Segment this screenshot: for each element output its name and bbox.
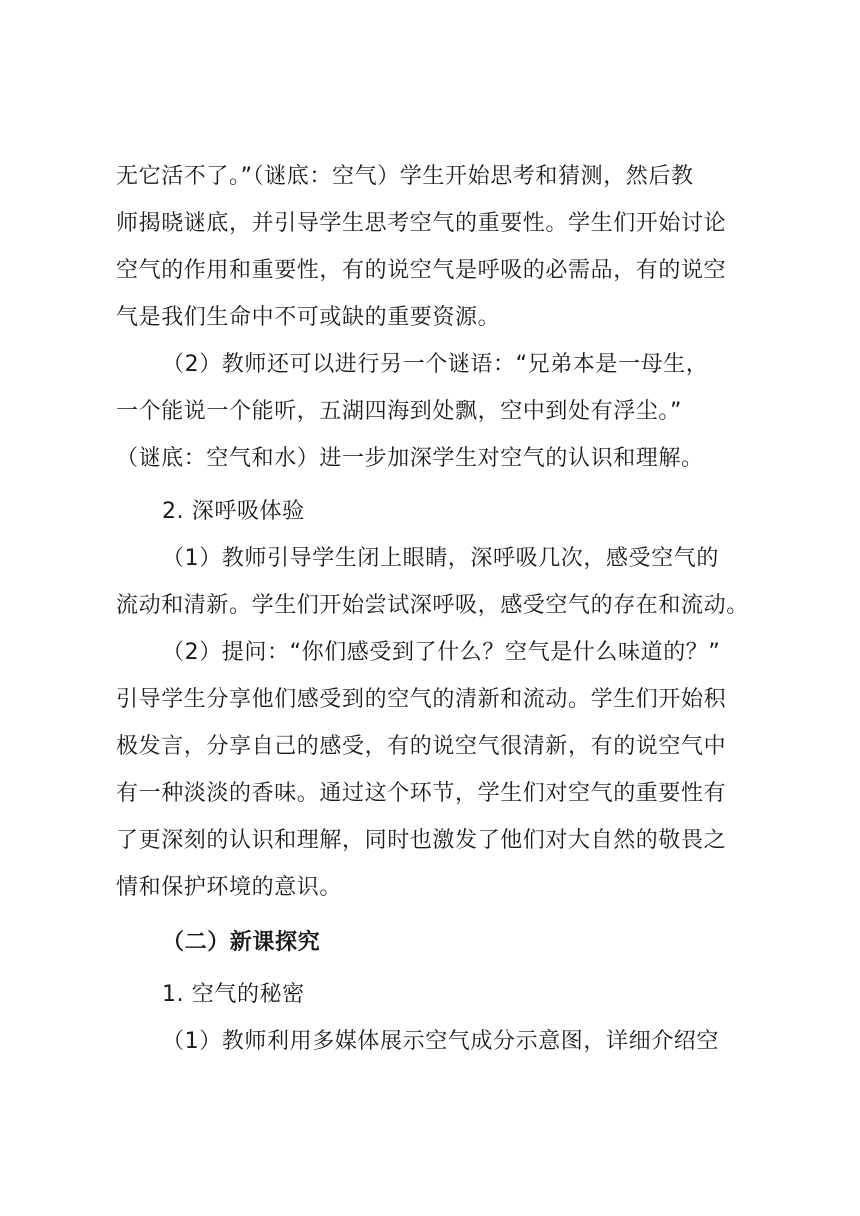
section-heading: 1. 空气的秘密 (162, 982, 305, 1007)
paragraph-line: 师揭晓谜底，并引导学生思考空气的重要性。学生们开始讨论 (116, 211, 727, 236)
paragraph-line: （2）教师还可以进行另一个谜语：“兄弟本是一母生， (162, 352, 709, 377)
paragraph-line: 了更深刻的认识和理解，同时也激发了他们对大自然的敬畏之 (116, 828, 727, 853)
paragraph-line: （1）教师利用多媒体展示空气成分示意图，详细介绍空 (162, 1029, 719, 1054)
paragraph-line: 极发言，分享自己的感受，有的说空气很清新，有的说空气中 (116, 734, 727, 759)
paragraph-line: 空气的作用和重要性，有的说空气是呼吸的必需品，有的说空 (116, 258, 727, 283)
paragraph-line: 引导学生分享他们感受到的空气的清新和流动。学生们开始积 (116, 687, 727, 712)
paragraph-line: 有一种淡淡的香味。通过这个环节，学生们对空气的重要性有 (116, 781, 727, 806)
paragraph-line: 一个能说一个能听，五湖四海到处飘，空中到处有浮尘。” (116, 399, 682, 424)
paragraph-line: 流动和清新。学生们开始尝试深呼吸，感受空气的存在和流动。 (116, 593, 749, 618)
paragraph-line: （谜底：空气和水）进一步加深学生对空气的认识和理解。 (116, 446, 704, 471)
paragraph-line: （1）教师引导学生闭上眼睛，深呼吸几次，感受空气的 (162, 546, 719, 571)
section-heading: 2. 深呼吸体验 (162, 499, 305, 524)
paragraph-line: 情和保护环境的意识。 (116, 875, 343, 900)
paragraph-line: （2）提问：“你们感受到了什么？空气是什么味道的？” (162, 640, 721, 665)
section-heading: （二）新课探究 (162, 930, 321, 955)
paragraph-line: 气是我们生命中不可或缺的重要资源。 (116, 305, 501, 330)
paragraph-line: 无它活不了。”（谜底：空气）学生开始思考和猜测，然后教 (116, 164, 694, 189)
